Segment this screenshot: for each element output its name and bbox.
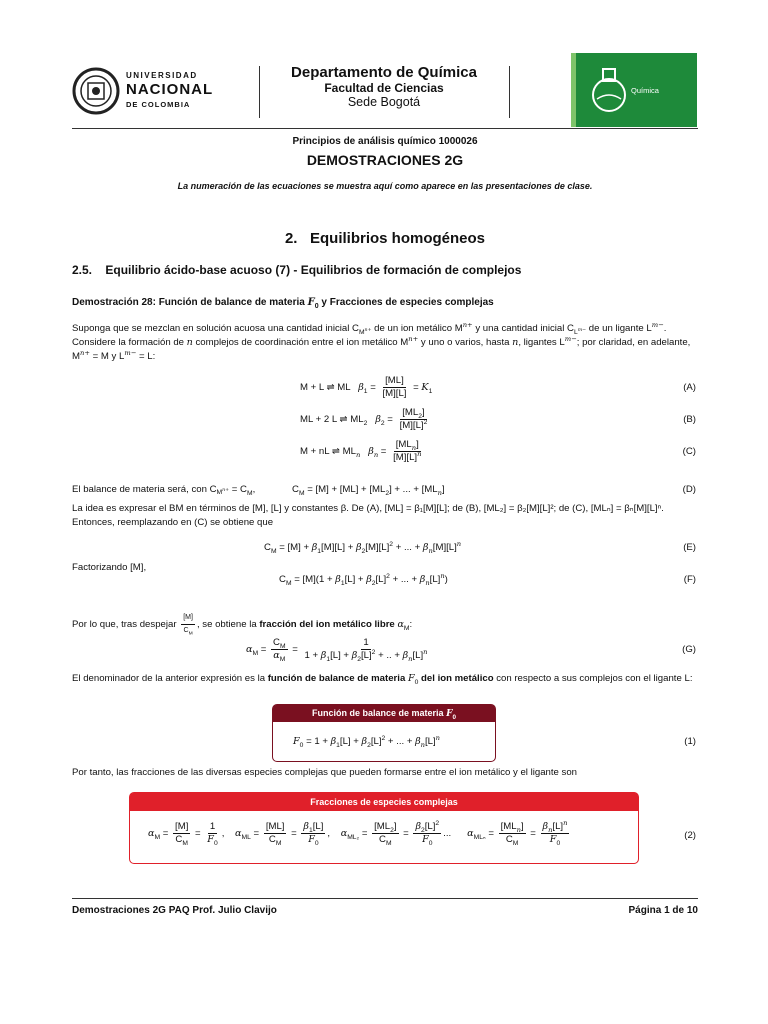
doc-title: DEMOSTRACIONES 2G bbox=[306, 152, 464, 168]
footer-page: Página 1 de 10 bbox=[628, 905, 698, 916]
eq-label-g: (G) bbox=[682, 643, 696, 655]
bm-paragraph: La idea es expresar el BM en términos de [M], [L] y constantes β. De (A), [ML] = β₁[M][L]; de (B), [ML₂] = β₂[M][L]²; de (C), [MLₙ] = βₙ[M][L]ⁿ. Entonces, reemplazando en (C) se obtiene que bbox=[72, 503, 664, 528]
mass-balance-formula: $F_0 = 1 + \beta_1[L] + \beta_2[L]^2$ + ... + $\beta_n[L]^n$ bbox=[293, 733, 440, 749]
footer-left: Demostraciones 2G PAQ Prof. Julio Clavijo bbox=[72, 905, 277, 916]
factor-text: Factorizando [M], bbox=[72, 562, 147, 573]
eq-label-b: (B) bbox=[683, 413, 696, 425]
equation-b: ML + 2 L ⇌ $ML_2$ $\beta_2$ = $\frac{[ML_2]}{[M][L]^2}$ (B) bbox=[300, 406, 696, 431]
subsection-title: Equilibrio ácido-base acuoso (7) - Equilibrios de formación de complejos bbox=[105, 263, 522, 277]
mass-balance-title: Función de balance de materia $F_0$ bbox=[273, 705, 495, 722]
equation-d: El balance de materia será, con $C_{M^{n+}} = C_M$, $C_M = [M] + [ML] + [ML_2]$ + ... + $[ML_n]$ (D) bbox=[72, 483, 696, 497]
denominator-paragraph: El denominador de la anterior expresión es la función de balance de materia $F_0$ del ion metálico con respecto a sus complejos con el ligante L: bbox=[72, 673, 693, 686]
footer-rule bbox=[72, 898, 698, 899]
subsection-heading bbox=[72, 263, 698, 277]
eq-label-2: (2) bbox=[684, 830, 696, 841]
university-line3: DE COLOMBIA bbox=[126, 100, 191, 109]
header-divider-right bbox=[509, 66, 510, 118]
eq-label-d: (D) bbox=[682, 483, 696, 495]
header-center bbox=[264, 64, 504, 109]
bm-text: El balance de materia será, con $C_{M^{n+}} = C_M$, bbox=[72, 483, 256, 497]
equation-e: $C_M = [M] + \beta_1[M][L] + \beta_2[M][L]^2$ + ... + $\beta_n[M][L]^n$ (E) bbox=[264, 539, 696, 555]
doc-note: La numeración de las ecuaciones se muestra aquí como aparece en las presentaciones de clase. bbox=[177, 181, 593, 191]
section-title: Equilibrios homogéneos bbox=[310, 230, 486, 247]
chemistry-logo bbox=[571, 53, 697, 127]
eq-label-1: (1) bbox=[684, 736, 696, 747]
fractions-box bbox=[129, 792, 639, 864]
flask-icon bbox=[585, 65, 633, 115]
university-line1: UNIVERSIDAD bbox=[126, 71, 198, 80]
subsection-num: 2.5. bbox=[72, 263, 93, 277]
dept-title: Departamento de Química bbox=[291, 64, 477, 81]
equation-f: $C_M = [M](1 + \beta_1[L] + \beta_2[L]^2$ + ... + $\beta_n[L]^n$) (F) bbox=[279, 571, 696, 587]
eq-label-c: (C) bbox=[682, 445, 696, 457]
university-line2: NACIONAL bbox=[126, 81, 214, 98]
logo-label: Química bbox=[631, 86, 659, 95]
university-seal-icon bbox=[72, 63, 120, 119]
eq-label-a: (A) bbox=[683, 381, 696, 393]
faculty-title: Facultad de Ciencias bbox=[324, 81, 444, 95]
campus-title: Sede Bogotá bbox=[347, 95, 421, 109]
fractions-formula: $\alpha_M$ = $\frac{[M]}{C_M}$ = $\frac{1}{F_0}$ , $\alpha_{ML}$ = $\frac{[ML]}{C_M}$ = $\frac{\beta_1[L]}{F_0}$ , $\alpha_{ML_2}$ = $\frac{[ML_2]}{C_M}$ = $\frac{\beta_2[L]^2}{F_0}$ ... $\alpha_{ML_n}$ = $\frac{[ML_n]}{C_M}$ = $\frac{\beta_n[L]^n}{F_0}$ bbox=[148, 818, 568, 847]
despejar-paragraph: Por lo que, tras despejar $\frac{[M]}{C_M}$ , se obtiene la fracción del ion metálico libre $\alpha_M$: bbox=[72, 614, 413, 637]
fractions-title: Fracciones de especies complejas bbox=[130, 793, 638, 811]
intro-paragraph: Suponga que se mezclan en solución acuosa una cantidad inicial $C_{M^{n+}}$ de un ion metálico $M^{n+}$ y una cantidad inicial $C_{L^{m-}}$ de un ligante $L^{m-}$. Considere la formación de n complejos de coordinación entre el ion metálico $M^{n+}$ y uno o varios, hasta n, ligantes $L^{m-}$; por claridad, en adelante, $M^{n+} = M$ y $L^{m-} = L$: bbox=[72, 320, 691, 362]
eq-label-e: (E) bbox=[683, 541, 696, 553]
university-logo bbox=[72, 63, 252, 119]
mass-balance-box bbox=[272, 704, 496, 762]
eq-label-f: (F) bbox=[683, 573, 696, 585]
header-divider-left bbox=[259, 66, 260, 118]
equation-c: M + nL ⇌ $ML_n$ $\beta_n$ = $\frac{[ML_n]}{[M][L]^n}$ (C) bbox=[300, 438, 696, 463]
header-rule bbox=[72, 128, 698, 129]
equation-a: M + L ⇌ ML $\beta_1$ = $\frac{[ML]}{[M][L]}$ = $K_1$ (A) bbox=[300, 374, 696, 399]
fractions-paragraph: Por tanto, las fracciones de las diversas especies complejas que pueden formarse entre el ion metálico y el ligante son bbox=[72, 767, 578, 778]
demo-heading: Demostración 28: Función de balance de materia $F_0$ y Fracciones de especies complejas bbox=[72, 297, 494, 310]
equation-g: $\alpha_M$ = $\frac{C_M}{\alpha_M}$ = $\frac{1}{1 + \beta_1[L] + \beta_2[L]^2 + .. + \beta_n[L]^n}$ (G) bbox=[246, 636, 696, 663]
section-num: 2. bbox=[284, 230, 298, 247]
section-heading bbox=[72, 230, 698, 247]
course-title: Principios de análisis químico 1000026 bbox=[292, 136, 478, 147]
